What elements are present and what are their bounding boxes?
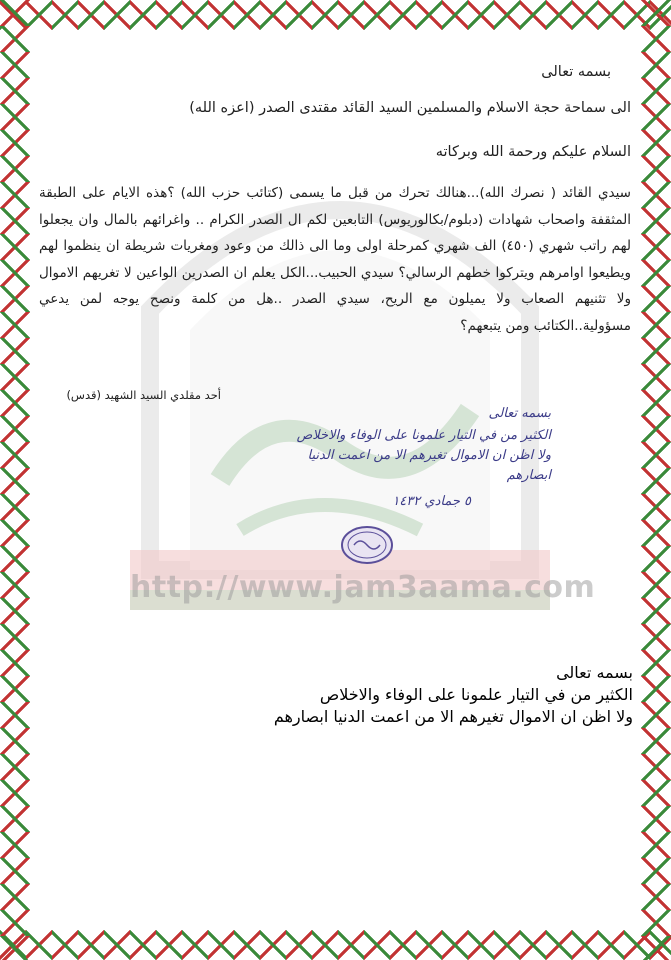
transcription-basmala: بسمه تعالى	[556, 663, 633, 682]
transcription-line-2: الكثير من في التيار علمونا على الوفاء والاخلاص	[319, 685, 633, 704]
handwritten-date: ٥ جمادي ١٤٣٢	[392, 494, 471, 509]
handwritten-line-3: ولا اظن ان الاموال تغيرهم الا من اعمت الدنيا	[307, 448, 551, 463]
handwritten-basmala: بسمه تعالى	[488, 406, 551, 421]
letter-greeting: السلام عليكم ورحمة الله وبركاته	[435, 144, 631, 160]
ornamental-border-right	[641, 0, 671, 960]
watermark-url: http://www.jam3aama.com	[130, 570, 596, 605]
letter-sender: أحد مقلدي السيد الشهيد (قدس)	[66, 388, 221, 402]
letter-body: سيدي القائد ( نصرك الله)...هنالك تحرك من قبل ما يسمى (كتائب حزب الله) ؟هذه الايام على الطبقة المثقفة واصحاب شهادات (دبلوم/بكالوريوس) التابعين لكم ال الصدر الكرام .. واغرائهم بالمال وان يجعلوا لهم راتب شهري (٤٥٠) الف شهري كمرحلة اولى وما الى ذالك من وعود ومغريات شريطة ان ينظموا لهم ويطيعوا اوامرهم ويتركوا خطهم الرسالي؟ سيدي الحبيب...الكل يعلم ان الصدرين الواعين لا تغريهم الاموال ولا تثنيهم الصعاب ولا يميلون مع الريح، سيدي الصدر ..هل من كلمة ونصح يوجه لمن يدعي مسؤولية..الكتائب ومن يتبعهم؟	[39, 185, 631, 334]
letter-basmala: بسمه تعالى	[541, 64, 611, 80]
office-seal-icon	[340, 525, 394, 565]
handwritten-line-4: ابصارهم	[506, 468, 551, 483]
transcription-line-3: ولا اظن ان الاموال تغيرهم الا من اعمت الدنيا ابصارهم	[273, 707, 633, 726]
ornamental-border-top	[0, 0, 671, 30]
ornamental-border-left	[0, 0, 30, 960]
handwritten-line-2: الكثير من في التيار علمونا على الوفاء والاخلاص	[296, 428, 551, 443]
ornamental-border-bottom	[0, 930, 671, 960]
letter-address: الى سماحة حجة الاسلام والمسلمين السيد القائد مقتدى الصدر (اعزه الله)	[189, 100, 631, 116]
